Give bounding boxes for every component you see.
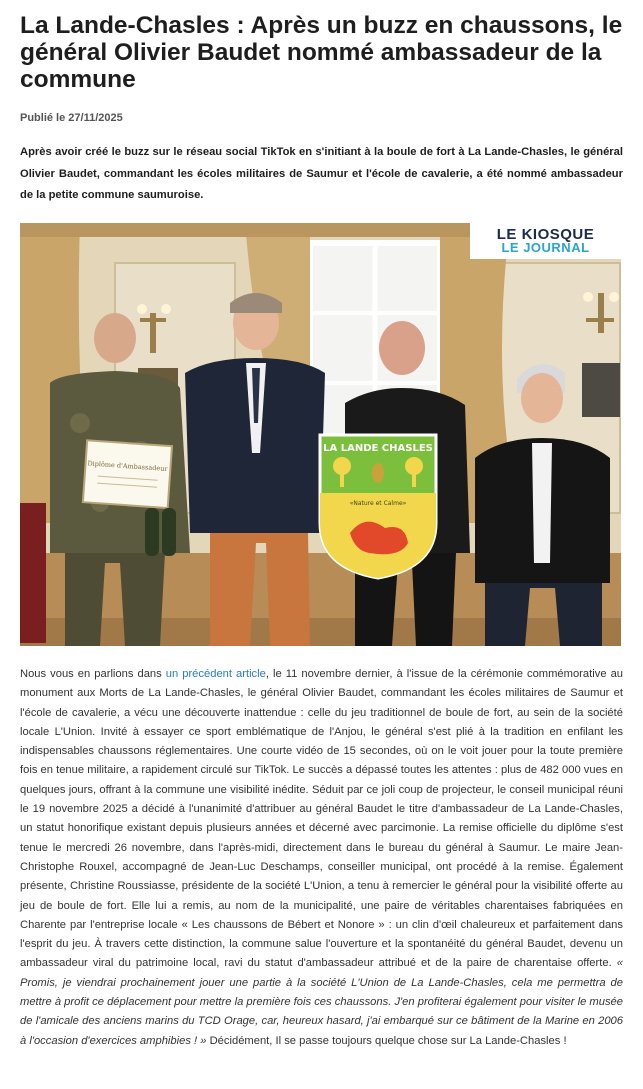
article-photo xyxy=(20,223,621,646)
body-intro: Nous vous en parlions dans xyxy=(20,668,166,680)
article-body xyxy=(20,665,623,1051)
shield-motto: «Nature et Calme» xyxy=(349,500,407,507)
photo-illustration xyxy=(20,223,621,646)
general-quote: « Promis, je viendrai prochainement jouer une partie à la société L'Union de La Lande-Chasles, cela me permettra de mettre à profit ce déplacement pour mettre la première fois ces chaussons. J'en profiterai également pour visiter le musée de l'amicale des anciens marins du TCD Orage, car, heureux hasard, j'ai embarqué sur ce bâtiment de la Marine en 2006 à l'occasion d'exercices amphibies ! » xyxy=(20,957,623,1047)
body-main: , le 11 novembre dernier, à l'issue de la cérémonie commémorative au monument aux Morts de La Lande-Chasles, le général Olivier Baudet, commandant les écoles militaires de Saumur et l'école de cavalerie, a vécu une découverte inattendue : celle du jeu traditionnel de boule de fort, au sein de la société locale L'Union. Invité à essayer ce sport emblématique de l'Anjou, le général s'est plié à la tradition en enfilant les indispensables chaussons réglementaires. Une courte vidéo de 15 secondes, où on le voit jouer pour la toute première fois en tenue militaire, a rapidement circulé sur TikTok. Le succès a dépassé toutes les attentes : plus de 482 000 vues en quelques jours, offrant à la commune une visibilité inédite. Séduit par ce joli coup de projecteur, le conseil municipal réuni le 19 novembre 2025 a décidé à l'unanimité d'attribuer au général Baudet le titre d'ambassadeur de La Lande-Chasles, un statut honorifique existant depuis plusieurs années et décerné avec parcimonie. La remise officielle du diplôme s'est tenue le mercredi 26 novembre, dans l'après-midi, directement dans le bureau du général à Saumur. Le maire Jean-Christophe Rouxel, accompagné de Jean-Luc Deschamps, conseiller municipal, ont procédé à la remise. Également présente, Christine Roussiasse, présidente de la société L'Union, a tenu à remercier le général pour la visibilité offerte au jeu de boule de fort. Elle lui a remis, au nom de la municipalité, une paire de véritables charentaises fabriquées en Charente par l'entreprise locale « Les chaussons de Bébert et Nonore » : un clin d'œil chaleureux et parfaitement dans l'esprit du jeu. À travers cette distinction, la commune salue l'ouverture et la spontanéité du général Baudet, devenu un ambassadeur viral du patrimoine local, ravi du statut d'ambassadeur attribué et de la paire de charentaise offerte. xyxy=(20,668,624,970)
diploma-title: Diplôme d'Ambassadeur xyxy=(87,459,168,473)
previous-article-link[interactable]: un précédent article xyxy=(165,668,266,680)
body-ending: Décidément, Il se passe toujours quelque chose sur La Lande-Chasles ! xyxy=(206,1034,567,1047)
article-lead: Après avoir créé le buzz sur le réseau social TikTok en s'initiant à la boule de fort à La Lande-Chasles, le général Olivier Baudet, commandant les écoles militaires de Saumur et l'école de cavalerie, a été nommé ambassadeur de la petite commune saumuroise. xyxy=(20,146,623,201)
shield-title: LA LANDE CHASLES xyxy=(323,443,433,454)
kiosque-logo xyxy=(470,223,621,259)
logo-line-2: LE JOURNAL xyxy=(501,240,590,255)
diploma xyxy=(83,440,172,508)
article-title: La Lande-Chasles : Après un buzz en chaussons, le général Olivier Baudet nommé ambassadeur de la commune xyxy=(20,12,623,93)
publication-date: Publié le 27/11/2025 xyxy=(20,112,123,124)
commune-shield xyxy=(320,435,436,578)
logo-line-1: LE KIOSQUE xyxy=(496,226,595,243)
